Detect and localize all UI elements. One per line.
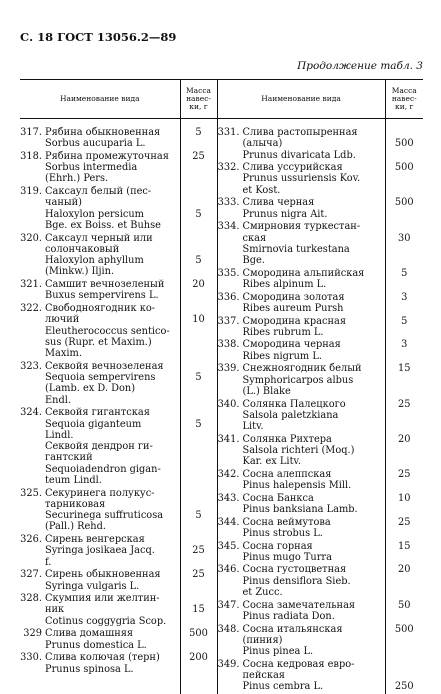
species-name-line: Самшит вечнозеленый bbox=[45, 279, 165, 291]
species-name-line: teum Lindl. bbox=[45, 474, 102, 486]
mass-value: 15 bbox=[398, 363, 411, 375]
species-name-line: (алыча) bbox=[242, 138, 283, 150]
mass-value-group bbox=[386, 399, 424, 433]
species-name-line: Сосна густоцветная bbox=[242, 564, 347, 576]
entry-number: 348. bbox=[217, 623, 240, 635]
species-entry bbox=[20, 534, 180, 568]
mass-value-group bbox=[386, 292, 424, 315]
species-name-line: Смирновия туркестан- bbox=[242, 221, 361, 233]
mass-value: 5 bbox=[401, 315, 408, 327]
mass-value: 25 bbox=[192, 150, 205, 162]
species-name-line: Eleutherococcus sentico- bbox=[45, 325, 170, 337]
entry-number: 342. bbox=[217, 468, 240, 480]
mass-value: 250 bbox=[394, 681, 414, 693]
species-entry bbox=[20, 628, 180, 651]
mass-value-group bbox=[386, 268, 424, 291]
mass-value: 15 bbox=[192, 604, 205, 616]
mass-value: 25 bbox=[398, 398, 411, 410]
mass-value: 500 bbox=[394, 623, 414, 635]
species-name-line: Pinus densiflora Sieb. bbox=[242, 575, 351, 587]
mass-value-group bbox=[181, 361, 217, 406]
species-name-line: Pinus cembra L. bbox=[242, 681, 324, 693]
species-entry bbox=[218, 541, 385, 564]
species-entry bbox=[218, 363, 385, 397]
mass-value-group bbox=[386, 197, 424, 220]
mass-value: 500 bbox=[394, 138, 414, 150]
species-name-line: Сирень обыкновенная bbox=[45, 569, 161, 581]
table-continuation-label: Продолжение табл. 3 bbox=[297, 60, 423, 72]
entry-number: 335. bbox=[217, 267, 240, 279]
species-entry bbox=[218, 434, 385, 468]
species-name-line: Секвойя гигантская bbox=[45, 407, 150, 419]
species-name-line: (Minkw.) Iljin. bbox=[45, 266, 115, 278]
species-name-line: Lindl. bbox=[45, 429, 74, 441]
species-name-line: Сирень венгерская bbox=[45, 534, 145, 546]
mass-value-group bbox=[386, 600, 424, 623]
species-name-line: Смородина красная bbox=[242, 315, 347, 327]
species-entry bbox=[218, 221, 385, 266]
species-name bbox=[243, 316, 385, 339]
species-entry bbox=[20, 407, 180, 486]
entry-number: 325. bbox=[20, 487, 42, 499]
mass-value-group bbox=[386, 162, 424, 196]
species-name bbox=[243, 624, 385, 658]
species-entry bbox=[218, 517, 385, 540]
species-name-line: Смородина черная bbox=[242, 339, 341, 351]
species-entry bbox=[218, 339, 385, 362]
mass-value: 20 bbox=[398, 564, 411, 576]
page-header: С. 18 ГОСТ 13056.2—89 bbox=[20, 30, 177, 44]
species-name-line: Секвойя дендрон ги- bbox=[45, 441, 153, 453]
species-name bbox=[243, 197, 385, 220]
entry-number: 340. bbox=[217, 398, 240, 410]
entry-number: 334. bbox=[217, 221, 240, 233]
species-name-line: Litv. bbox=[242, 421, 264, 433]
left-names-column bbox=[20, 119, 180, 694]
species-name-line: Prunus spinosa L. bbox=[45, 663, 134, 675]
species-entry bbox=[20, 361, 180, 406]
species-entry bbox=[218, 564, 385, 598]
entry-number: 346. bbox=[217, 564, 240, 576]
mass-value: 5 bbox=[195, 372, 202, 384]
right-names-column bbox=[217, 119, 385, 694]
species-entry bbox=[20, 569, 180, 592]
mass-value-group bbox=[386, 339, 424, 362]
species-name-line: Слива уссурийская bbox=[242, 162, 343, 174]
species-name-line: Buxus sempervirens L. bbox=[45, 290, 159, 302]
species-entry bbox=[218, 493, 385, 516]
entry-number: 339. bbox=[217, 363, 240, 375]
column-header-mass-right: Масса навес-ки, г bbox=[385, 80, 423, 119]
mass-value: 5 bbox=[195, 208, 202, 220]
species-name-line: ская bbox=[242, 232, 267, 244]
species-name bbox=[45, 279, 180, 302]
mass-value: 15 bbox=[398, 540, 411, 552]
species-entry bbox=[218, 600, 385, 623]
species-entry bbox=[218, 399, 385, 433]
species-entry bbox=[218, 659, 385, 693]
mass-value-group bbox=[386, 517, 424, 540]
species-entry bbox=[20, 488, 180, 533]
species-name-line: Саксаул белый (пес- bbox=[45, 186, 152, 198]
species-name-line: Endl. bbox=[45, 394, 71, 406]
species-name-line: Haloxylon aphyllum bbox=[45, 255, 144, 267]
species-entry bbox=[218, 292, 385, 315]
entry-number: 347. bbox=[217, 599, 240, 611]
species-name-line: Sequoia sempervirens bbox=[45, 372, 156, 384]
entry-number: 318. bbox=[20, 150, 42, 162]
species-name-line: Ribes aureum Pursh bbox=[242, 302, 344, 314]
species-name-line: Слива домашняя bbox=[45, 628, 134, 640]
species-name bbox=[243, 564, 385, 598]
species-name-line: Сосна веймутова bbox=[242, 516, 331, 528]
species-entry bbox=[218, 268, 385, 291]
species-name-line: Солянка Палецкого bbox=[242, 398, 346, 410]
species-name-line: Cotinus coggygria Scop. bbox=[45, 615, 167, 627]
mass-value: 5 bbox=[195, 127, 202, 138]
species-name-line: Securinega suffruticosa bbox=[45, 510, 164, 522]
mass-value-group bbox=[181, 593, 217, 627]
entry-number: 329 bbox=[23, 628, 42, 640]
species-name bbox=[243, 292, 385, 315]
entry-number: 331. bbox=[217, 127, 240, 138]
species-name bbox=[45, 534, 180, 568]
species-name-line: Salsola richteri (Moq.) bbox=[242, 444, 355, 456]
species-name-line: Слива колючая (терн) bbox=[45, 652, 160, 664]
species-name-line: тарниковая bbox=[45, 498, 106, 510]
species-name-line: Sorbus aucuparia L. bbox=[45, 138, 146, 150]
entry-number: 320. bbox=[20, 232, 42, 244]
entry-number: 322. bbox=[20, 302, 42, 314]
entry-number: 319. bbox=[20, 186, 42, 198]
species-name-line: Pinus pinea L. bbox=[242, 646, 314, 658]
mass-value: 500 bbox=[189, 628, 208, 640]
species-name-line: f. bbox=[45, 556, 52, 568]
entry-number: 349. bbox=[217, 658, 240, 670]
species-name bbox=[45, 303, 180, 359]
mass-value: 200 bbox=[189, 652, 208, 664]
mass-value-group bbox=[386, 363, 424, 397]
species-name-line: Pinus mugo Turra bbox=[242, 551, 332, 563]
column-header-mass-left: Масса навес-ки, г bbox=[180, 80, 217, 119]
species-name-line: Секвойя вечнозеленая bbox=[45, 360, 164, 372]
species-name bbox=[45, 361, 180, 406]
species-name-line: лючий bbox=[45, 314, 80, 326]
species-name-line: Prunus divaricata Ldb. bbox=[242, 149, 356, 161]
species-name-line: Syringa vulgaris L. bbox=[45, 580, 140, 592]
mass-value-group bbox=[386, 564, 424, 598]
entry-number: 344. bbox=[217, 516, 240, 528]
species-name-line: Саксаул черный или bbox=[45, 232, 153, 244]
mass-value-group bbox=[181, 628, 217, 651]
species-name-line: Скумпия или желтин- bbox=[45, 593, 160, 605]
species-name-line: пейская bbox=[242, 670, 285, 681]
mass-value: 20 bbox=[192, 279, 205, 291]
species-entry bbox=[218, 469, 385, 492]
entry-number: 323. bbox=[20, 360, 42, 372]
species-name-line: Bge. bbox=[242, 255, 265, 267]
species-name-line: Pinus banksiana Lamb. bbox=[242, 504, 358, 516]
species-name-line: Prunus ussuriensis Kov. bbox=[242, 173, 361, 185]
species-name-line: гантский bbox=[45, 452, 93, 464]
entry-number: 333. bbox=[217, 197, 240, 209]
entry-number: 317. bbox=[20, 127, 42, 138]
mass-value-group bbox=[181, 186, 217, 231]
species-name-line: Слива растопыренная bbox=[242, 127, 358, 138]
mass-value: 3 bbox=[401, 339, 408, 351]
species-name-line: Ribes nigrum L. bbox=[242, 350, 322, 362]
mass-value: 5 bbox=[401, 267, 408, 279]
column-header-name-left: Наименование вида bbox=[20, 80, 180, 119]
mass-value: 25 bbox=[192, 569, 205, 581]
species-name-line: Смородина золотая bbox=[242, 291, 345, 303]
mass-value: 10 bbox=[398, 492, 411, 504]
mass-value: 25 bbox=[398, 468, 411, 480]
mass-value: 3 bbox=[401, 291, 408, 303]
mass-value-group bbox=[386, 221, 424, 266]
species-name-line: (L.) Blake bbox=[242, 385, 291, 397]
species-name bbox=[45, 488, 180, 533]
species-name bbox=[45, 151, 180, 185]
mass-value-group bbox=[181, 488, 217, 533]
species-name-line: Сосна итальянская bbox=[242, 623, 343, 635]
species-entry bbox=[20, 279, 180, 302]
species-name-line: et Kost. bbox=[242, 184, 281, 196]
species-name-line: Salsola paletzkiana bbox=[242, 409, 339, 421]
species-name-line: Сосна алеппская bbox=[242, 468, 332, 480]
species-name bbox=[45, 628, 180, 651]
species-name-line: Сосна Банкса bbox=[242, 492, 314, 504]
species-name-line: (Pall.) Rehd. bbox=[45, 521, 107, 533]
entry-number: 341. bbox=[217, 433, 240, 445]
mass-value: 50 bbox=[398, 599, 411, 611]
species-entry bbox=[20, 127, 180, 150]
species-name bbox=[243, 493, 385, 516]
mass-value-group bbox=[386, 434, 424, 468]
mass-value-group bbox=[181, 151, 217, 185]
species-name bbox=[45, 593, 180, 627]
species-name bbox=[45, 569, 180, 592]
mass-value: 30 bbox=[398, 232, 411, 244]
species-entry bbox=[218, 316, 385, 339]
species-name bbox=[45, 233, 180, 278]
column-header-name-right: Наименование вида bbox=[217, 80, 385, 119]
mass-value-group bbox=[386, 624, 424, 658]
species-name bbox=[243, 434, 385, 468]
species-name bbox=[243, 363, 385, 397]
species-name-line: Smirnovia turkestana bbox=[242, 243, 350, 255]
mass-value: 20 bbox=[398, 433, 411, 445]
mass-value-group bbox=[181, 534, 217, 568]
mass-value-group bbox=[181, 569, 217, 592]
species-name bbox=[243, 268, 385, 291]
species-entry bbox=[218, 162, 385, 196]
mass-value-group bbox=[181, 407, 217, 486]
species-name-line: et Zucc. bbox=[242, 587, 283, 599]
entry-number: 336. bbox=[217, 291, 240, 303]
mass-value: 25 bbox=[398, 516, 411, 528]
species-entry bbox=[218, 197, 385, 220]
species-name-line: Prunus nigra Ait. bbox=[242, 208, 328, 220]
species-name-line: солончаковый bbox=[45, 243, 120, 255]
species-name-line: Pinus halepensis Mill. bbox=[242, 480, 352, 492]
species-name bbox=[45, 407, 180, 486]
mass-value: 5 bbox=[195, 510, 202, 522]
species-name-line: (Lamb. ex D. Don) bbox=[45, 383, 136, 395]
mass-value-group bbox=[386, 659, 424, 693]
species-name bbox=[243, 221, 385, 266]
species-entry bbox=[218, 127, 385, 161]
species-name-line: (Ehrh.) Pers. bbox=[45, 173, 109, 185]
species-name bbox=[243, 127, 385, 161]
species-name-line: Рябина промежуточная bbox=[45, 150, 169, 162]
species-name bbox=[45, 652, 180, 675]
species-name-line: Ribes rubrum L. bbox=[242, 326, 324, 338]
species-name-line: Bge. ex Boiss. et Buhse bbox=[45, 219, 161, 231]
species-name-line: Sequoia giganteum bbox=[45, 418, 142, 430]
species-entry bbox=[20, 151, 180, 185]
species-name bbox=[45, 127, 180, 150]
species-entry bbox=[218, 624, 385, 658]
mass-value-group bbox=[181, 279, 217, 302]
entry-number: 321. bbox=[20, 279, 42, 291]
mass-value-group bbox=[386, 469, 424, 492]
species-name bbox=[243, 517, 385, 540]
species-name-line: (пиния) bbox=[242, 634, 283, 646]
mass-value-group bbox=[386, 127, 424, 161]
species-name-line: Prunus domestica L. bbox=[45, 639, 147, 651]
species-entry bbox=[20, 233, 180, 278]
species-name bbox=[243, 659, 385, 693]
mass-value: 10 bbox=[192, 314, 205, 326]
entry-number: 326. bbox=[20, 534, 42, 546]
entry-number: 343. bbox=[217, 492, 240, 504]
mass-value-group bbox=[386, 541, 424, 564]
species-name-line: Свободноягодник ко- bbox=[45, 302, 156, 314]
species-name-line: Maxim. bbox=[45, 348, 82, 360]
entry-number: 338. bbox=[217, 339, 240, 351]
mass-value-group bbox=[181, 652, 217, 675]
species-name bbox=[243, 162, 385, 196]
entry-number: 345. bbox=[217, 540, 240, 552]
entry-number: 324. bbox=[20, 407, 42, 419]
mass-value-group bbox=[386, 316, 424, 339]
mass-value-group bbox=[181, 127, 217, 150]
species-name bbox=[243, 399, 385, 433]
species-name-line: Symphoricarpos albus bbox=[242, 374, 354, 386]
species-name-line: Sorbus intermedia bbox=[45, 162, 138, 174]
entry-number: 328. bbox=[20, 593, 42, 605]
entry-number: 332. bbox=[217, 162, 240, 174]
species-name-line: Syringa josikaea Jacq. bbox=[45, 545, 155, 557]
species-name-line: Снежноягодник белый bbox=[242, 363, 362, 375]
species-name-line: ник bbox=[45, 604, 65, 616]
species-entry bbox=[20, 593, 180, 627]
species-name bbox=[243, 541, 385, 564]
left-mass-column bbox=[180, 119, 217, 694]
mass-value: 5 bbox=[195, 418, 202, 430]
species-name bbox=[45, 186, 180, 231]
entry-number: 327. bbox=[20, 569, 42, 581]
species-name-line: Sequoiadendron gigan- bbox=[45, 463, 161, 475]
species-name-line: чаный) bbox=[45, 197, 82, 209]
species-name bbox=[243, 600, 385, 623]
species-entry bbox=[20, 652, 180, 675]
species-name-line: Смородина альпийская bbox=[242, 267, 365, 279]
species-name-line: Haloxylon persicum bbox=[45, 208, 144, 220]
mass-value: 500 bbox=[394, 197, 414, 209]
entry-number: 330. bbox=[20, 652, 42, 664]
mass-value-group bbox=[181, 303, 217, 359]
mass-value-group bbox=[386, 493, 424, 516]
species-name-line: Ribes alpinum L. bbox=[242, 279, 327, 291]
species-name-line: Kar. ex Litv. bbox=[242, 456, 301, 468]
species-table bbox=[20, 79, 423, 694]
species-name-line: Pinus radiata Don. bbox=[242, 610, 335, 622]
species-name-line: Сосна горная bbox=[242, 540, 313, 552]
species-name-line: Секуринега полукус- bbox=[45, 487, 155, 499]
species-name-line: Pinus strobus L. bbox=[242, 527, 323, 539]
species-name bbox=[243, 469, 385, 492]
mass-value: 5 bbox=[195, 255, 202, 267]
species-entry bbox=[20, 303, 180, 359]
species-name bbox=[243, 339, 385, 362]
right-mass-column bbox=[385, 119, 423, 694]
mass-value: 25 bbox=[192, 545, 205, 557]
species-name-line: Слива черная bbox=[242, 197, 315, 209]
species-name-line: sus (Rupr. et Maxim.) bbox=[45, 336, 152, 348]
entry-number: 337. bbox=[217, 315, 240, 327]
species-entry bbox=[20, 186, 180, 231]
species-name-line: Сосна замечательная bbox=[242, 599, 356, 611]
species-name-line: Рябина обыкновенная bbox=[45, 127, 161, 138]
species-name-line: Солянка Рихтера bbox=[242, 433, 332, 445]
mass-value-group bbox=[181, 233, 217, 278]
mass-value: 500 bbox=[394, 162, 414, 174]
species-name-line: Сосна кедровая евро- bbox=[242, 658, 355, 670]
